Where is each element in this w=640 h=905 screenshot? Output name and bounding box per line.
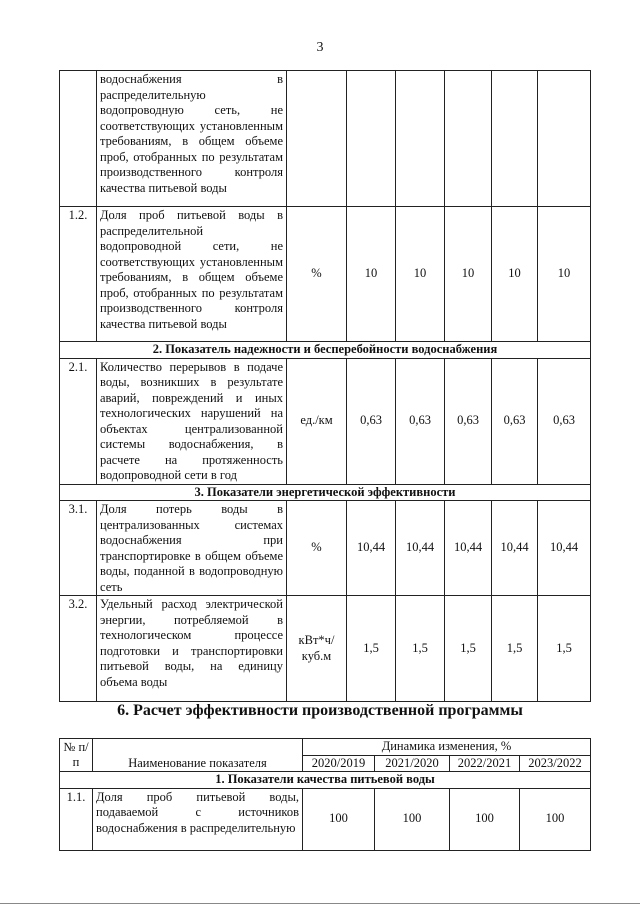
row-number: 1.2. <box>60 207 97 342</box>
value-cell: 0,63 <box>538 358 591 484</box>
indicators-table <box>59 70 591 702</box>
year-header: 2021/2020 <box>375 755 450 772</box>
indicator-name: Доля проб питьевой воды, подаваемой с источников водоснабжения в распределительную <box>93 788 303 850</box>
page-edge <box>0 903 640 904</box>
value-cell: 10 <box>347 207 396 342</box>
value-cell: 10 <box>396 207 445 342</box>
value-cell <box>445 71 492 207</box>
year-header: 2023/2022 <box>520 755 591 772</box>
section-row <box>60 772 591 789</box>
value-cell: 10,44 <box>396 501 445 596</box>
value-cell: 10,44 <box>445 501 492 596</box>
unit-cell <box>287 71 347 207</box>
value-cell: 10,44 <box>538 501 591 596</box>
table-row <box>60 358 591 484</box>
indicator-name: Доля потерь воды в централизованных системах водоснабжения при транспортировке в общем объеме воды, поданной в водопроводную сеть <box>97 501 287 596</box>
row-number: 2.1. <box>60 358 97 484</box>
value-cell: 1,5 <box>492 596 538 702</box>
table-row <box>60 501 591 596</box>
value-cell <box>396 71 445 207</box>
page-number: 3 <box>316 40 324 55</box>
value-cell: 1,5 <box>538 596 591 702</box>
value-cell: 100 <box>520 788 591 850</box>
header-row <box>60 739 591 756</box>
value-cell: 0,63 <box>347 358 396 484</box>
year-header: 2020/2019 <box>303 755 375 772</box>
section-title: 3. Показатели энергетической эффективности <box>60 484 591 501</box>
value-cell: 0,63 <box>492 358 538 484</box>
indicator-name: Удельный расход электрической энергии, потребляемой в технологическом процессе подготовки и транспортировки питьевой воды, на единицу объема воды <box>97 596 287 702</box>
section-title: 1. Показатели качества питьевой воды <box>60 772 591 789</box>
unit-cell: % <box>287 207 347 342</box>
value-cell: 10 <box>538 207 591 342</box>
row-number: 3.1. <box>60 501 97 596</box>
value-cell: 10,44 <box>492 501 538 596</box>
row-number: 3.2. <box>60 596 97 702</box>
table-row <box>60 207 591 342</box>
column-header-dynamics: Динамика изменения, % <box>303 739 591 756</box>
value-cell: 100 <box>450 788 520 850</box>
column-header-number: № п/п <box>60 739 93 772</box>
unit-cell: кВт*ч/ куб.м <box>287 596 347 702</box>
value-cell <box>538 71 591 207</box>
value-cell: 10,44 <box>347 501 396 596</box>
column-header-name: Наименование показателя <box>93 739 303 772</box>
value-cell: 100 <box>303 788 375 850</box>
row-number <box>60 71 97 207</box>
value-cell: 0,63 <box>396 358 445 484</box>
year-header: 2022/2021 <box>450 755 520 772</box>
value-cell: 0,63 <box>445 358 492 484</box>
table-row <box>60 788 591 850</box>
value-cell: 10 <box>445 207 492 342</box>
value-cell <box>347 71 396 207</box>
value-cell: 10 <box>492 207 538 342</box>
efficiency-table <box>59 738 591 851</box>
value-cell: 1,5 <box>396 596 445 702</box>
row-number: 1.1. <box>60 788 93 850</box>
indicator-name: водоснабжения в распределительную водопроводную сеть, не соответствующих установленным требованиям, в общем объеме проб, отобранных по результатам производственного контроля качества питьевой воды <box>97 71 287 207</box>
value-cell: 1,5 <box>445 596 492 702</box>
value-cell: 100 <box>375 788 450 850</box>
section-heading: 6. Расчет эффективности производственной программы <box>117 702 523 719</box>
indicator-name: Количество перерывов в подаче воды, возникших в результате аварий, повреждений и иных технологических нарушений на объектах централизованной системы водоснабжения, в расчете на протяженность водопроводной сети в год <box>97 358 287 484</box>
section-row <box>60 484 591 501</box>
section-row <box>60 342 591 359</box>
value-cell <box>492 71 538 207</box>
unit-cell: % <box>287 501 347 596</box>
indicator-name: Доля проб питьевой воды в распределительной водопроводной сети, не соответствующих установленным требованиям, в общем объеме проб, отобранных по результатам производственного контроля качества питьевой воды <box>97 207 287 342</box>
section-title: 2. Показатель надежности и бесперебойности водоснабжения <box>60 342 591 359</box>
table-row <box>60 71 591 207</box>
unit-cell: ед./км <box>287 358 347 484</box>
table-row <box>60 596 591 702</box>
value-cell: 1,5 <box>347 596 396 702</box>
